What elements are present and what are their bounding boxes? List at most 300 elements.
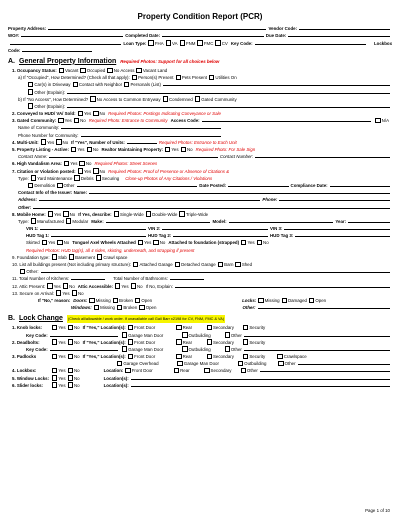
deadbolt-front-checkbox[interactable] (128, 339, 133, 344)
q5-yes-label: Yes (77, 147, 85, 152)
knob-secondary-checkbox[interactable] (207, 325, 212, 330)
knob-keycode-label: Key Code: (26, 332, 48, 338)
q1a-other-row (8, 87, 392, 94)
q7-other-checkbox[interactable] (57, 183, 62, 188)
contact-number-field[interactable] (255, 153, 390, 158)
vin-row (8, 224, 392, 231)
q8-yes-checkbox[interactable] (48, 211, 53, 216)
attached-yes-label: Yes (247, 240, 255, 246)
q7-other-field[interactable] (77, 182, 198, 187)
lockbox-yes-checkbox[interactable] (52, 368, 57, 373)
q4-units-field[interactable] (127, 139, 157, 144)
q7-other-label: Other (63, 182, 75, 188)
due-date-label: Due Date: (265, 33, 287, 39)
property-address-field[interactable] (48, 25, 266, 30)
issuer-other-field[interactable] (33, 204, 390, 209)
winlock-location-field[interactable] (131, 375, 390, 380)
padlock-front-label: Front Door (134, 354, 156, 360)
attic-acc-yes-checkbox[interactable] (115, 283, 120, 288)
key-code-field[interactable] (255, 40, 366, 45)
deadbolt-security-checkbox[interactable] (243, 339, 248, 344)
crawl-space-label: Crawl space (103, 254, 128, 260)
community-phone-field[interactable] (81, 132, 221, 137)
q3-note: Required Photo: Entrance to Community (88, 118, 168, 124)
bathrooms-field[interactable] (170, 275, 204, 280)
knob-no-checkbox[interactable] (68, 325, 73, 330)
deadbolt-garage-man-checkbox[interactable] (122, 346, 127, 351)
locks-missing-checkbox[interactable] (258, 298, 263, 303)
q13-label: 13. Secure on Arrival: (12, 290, 54, 296)
lockbox-rear-checkbox[interactable] (174, 368, 179, 373)
padlock-secondary-label: Secondary (212, 354, 234, 360)
loan-cv-checkbox[interactable] (215, 40, 220, 45)
q13-row (8, 289, 392, 296)
vacant-land-label: Vacant Land (142, 67, 168, 73)
securing-label: Securing (101, 175, 120, 181)
locks-damaged-label: Damaged (287, 297, 307, 303)
crawl-space-checkbox[interactable] (97, 254, 102, 259)
deadbolts-label: 2. Deadbolts: (12, 339, 40, 345)
deadbolt-front-label: Front Door (134, 339, 156, 345)
no-access-entry-label: No Access to Common Entryway (96, 96, 161, 102)
condemned-label: Condemned (168, 96, 193, 102)
q1a-row (8, 73, 392, 80)
personals-label: Personals (List) (130, 82, 161, 88)
single-wide-checkbox[interactable] (114, 211, 119, 216)
padlock-garage-overhead-label: Garage Overhead (123, 361, 159, 367)
debris-checkbox[interactable] (74, 175, 79, 180)
windows-open-checkbox[interactable] (139, 305, 144, 310)
skirted-yes-checkbox[interactable] (42, 240, 47, 245)
knob-front-label: Front Door (134, 325, 156, 331)
securing-checkbox[interactable] (96, 175, 101, 180)
q1b-other-field[interactable] (67, 103, 390, 108)
basement-checkbox[interactable] (69, 254, 74, 259)
realtor-no-label: No (186, 147, 193, 152)
personals-field[interactable] (163, 81, 390, 86)
tongue-yes-checkbox[interactable] (138, 240, 143, 245)
padlock-crawlspace-label: Crawlspace (283, 354, 307, 360)
triple-wide-checkbox[interactable] (179, 211, 184, 216)
knob-rear-checkbox[interactable] (176, 325, 181, 330)
q3-yes-checkbox[interactable] (58, 118, 63, 123)
secure-yes-label: Yes (62, 290, 70, 296)
q6-no-label: No (85, 161, 92, 167)
section-b-note: (Check all/allowable / work order. If unavailable call Gail Barr x2198 for CV, FNM, FMC & VA) (67, 317, 225, 322)
make-field[interactable] (106, 218, 211, 223)
loan-fnm-checkbox[interactable] (180, 40, 185, 45)
q6-yes-label: Yes (70, 161, 78, 167)
padlock-rear-checkbox[interactable] (176, 354, 181, 359)
q7-demolition-row (8, 181, 392, 188)
lockbox-rear-label: Rear (180, 368, 190, 374)
header-row-4 (8, 46, 392, 53)
hud2-field[interactable] (173, 232, 268, 237)
deadbolt-keycode-field[interactable] (50, 346, 118, 351)
loan-blank-field[interactable] (10, 40, 121, 45)
deadbolt-security-label: Security (249, 339, 266, 345)
q7-row (8, 166, 392, 173)
hud1-field[interactable] (51, 232, 146, 237)
q11-row (8, 274, 392, 281)
winlock-yes-checkbox[interactable] (52, 375, 57, 380)
manufactured-checkbox[interactable] (31, 218, 36, 223)
q4-yes-checkbox[interactable] (41, 139, 46, 144)
shed-label: Shed (241, 262, 253, 267)
knob-outbuilding-label: Outbuilding (188, 332, 211, 338)
realtor-yes-label: Yes (171, 147, 179, 152)
attic-acc-no-checkbox[interactable] (131, 283, 136, 288)
slider-no-checkbox[interactable] (68, 382, 73, 387)
q3-no-checkbox[interactable] (74, 118, 79, 123)
access-code-label: Access Code: (170, 118, 200, 124)
loan-fnm-label: FNM (185, 40, 196, 46)
padlock-no-checkbox[interactable] (68, 354, 73, 359)
issuer-phone-field[interactable] (279, 196, 390, 201)
community-name-field[interactable] (61, 124, 221, 129)
window-locks-label: 5. Window Locks: (12, 375, 50, 381)
q4-row (8, 138, 392, 145)
b1-row (8, 323, 392, 330)
q1b-row (8, 95, 392, 102)
q12-label: 12. Attic Present: (12, 283, 46, 289)
q8-no-checkbox[interactable] (63, 211, 68, 216)
deadbolt-other-field[interactable] (244, 346, 390, 351)
padlock-outbuilding-checkbox[interactable] (238, 361, 243, 366)
q4-no-checkbox[interactable] (56, 139, 61, 144)
gated-community-checkbox[interactable] (195, 96, 200, 101)
lockbox-other-label: Other (246, 368, 258, 374)
skirted-yes-label: Yes (48, 240, 56, 246)
modular-checkbox[interactable] (66, 218, 71, 223)
loan-fmc-checkbox[interactable] (197, 40, 202, 45)
q8-describe-label: If Yes, describe: (78, 211, 112, 217)
tongue-no-label: No (159, 240, 166, 246)
manufactured-label: Manufactured (37, 218, 64, 224)
hud3-label: HUD Tag 3: (270, 233, 294, 239)
q3-row (8, 116, 392, 123)
lockbox-no-checkbox[interactable] (68, 368, 73, 373)
q2-label: 2. Conveyed to HUD/ VA/ Sold: (12, 111, 76, 117)
attached-yes-checkbox[interactable] (241, 240, 246, 245)
knob-garage-man-checkbox[interactable] (122, 332, 127, 337)
secure-no-checkbox[interactable] (72, 290, 77, 295)
padlock-crawlspace-checkbox[interactable] (277, 354, 282, 359)
hud-tag-row (8, 231, 392, 238)
demolition-label: Demolition (34, 182, 56, 188)
cars-driveway-label: Car(s) in Driveway (34, 82, 71, 88)
realtor-no-checkbox[interactable] (181, 147, 186, 152)
lockbox-yes-label: Yes (58, 368, 66, 374)
slider-yes-checkbox[interactable] (52, 382, 57, 387)
padlocks-label: 3. Padlocks (12, 354, 37, 360)
issuer-name-field[interactable] (89, 189, 390, 194)
vin1-label: VIN 1: (26, 226, 39, 232)
q4-units-label: If "Yes", Number of Units: (71, 139, 125, 145)
attic-yes-label: Yes (53, 283, 61, 289)
windows-label: Windows: (71, 305, 92, 311)
contact-neighbor-checkbox[interactable] (73, 82, 78, 87)
modular-label: Modular (72, 218, 89, 224)
code-label: Code: (8, 47, 21, 53)
padlock-location-label: If "Yes," Location(s): (82, 354, 126, 360)
doors-missing-label: Missing (95, 297, 111, 303)
contact-name-label: Contact Name: (18, 154, 48, 160)
q6-no-checkbox[interactable] (79, 161, 84, 166)
loan-fmc-label: FMC (203, 40, 214, 46)
deadbolt-secondary-checkbox[interactable] (207, 339, 212, 344)
winlock-no-checkbox[interactable] (68, 375, 73, 380)
loan-va-checkbox[interactable] (166, 40, 171, 45)
padlock-yes-label: Yes (58, 354, 66, 360)
knob-secondary-label: Secondary (212, 325, 234, 331)
issuer-name-label: Contact Info of the Issuer: Name: (18, 190, 88, 196)
deadbolt-outbuilding-checkbox[interactable] (182, 346, 187, 351)
gated-community-label: Gated Community (201, 96, 237, 102)
q9-label: 9. Foundation type: (12, 254, 50, 260)
issuer-other-label: Other: (18, 204, 32, 210)
q6-yes-checkbox[interactable] (64, 161, 69, 166)
knob-keycode-field[interactable] (50, 332, 118, 337)
doors-broken-checkbox[interactable] (113, 298, 118, 303)
knob-other-field[interactable] (244, 332, 390, 337)
knob-other-label: Other (230, 332, 242, 338)
year-label: Year: (335, 218, 347, 224)
knob-outbuilding-checkbox[interactable] (182, 332, 187, 337)
q7-no-checkbox[interactable] (93, 168, 98, 173)
cars-driveway-checkbox[interactable] (28, 82, 33, 87)
model-field[interactable] (229, 218, 334, 223)
attic-no-checkbox[interactable] (63, 283, 68, 288)
no-access-entry-checkbox[interactable] (90, 96, 95, 101)
contact-row (8, 152, 392, 159)
deadbolt-rear-checkbox[interactable] (176, 339, 181, 344)
q3-na-checkbox[interactable] (375, 118, 380, 123)
q5-yes-checkbox[interactable] (71, 147, 76, 152)
compliance-date-field[interactable] (330, 182, 390, 187)
code-field[interactable] (22, 47, 92, 52)
lockbox-other-checkbox[interactable] (241, 368, 246, 373)
padlock-garage-man-label: Garage Man Door (183, 361, 219, 367)
hud3-field[interactable] (295, 232, 390, 237)
q10-other-label: Other: (26, 269, 39, 275)
winlock-location-label: Location(s): (103, 375, 129, 381)
vin3-field[interactable] (284, 225, 390, 230)
knob-no-label: No (73, 325, 80, 331)
deadbolt-yes-label: Yes (58, 339, 66, 345)
q3-yes-label: Yes (64, 118, 72, 124)
issuer-address-field[interactable] (39, 196, 260, 201)
padlock-secondary-checkbox[interactable] (207, 354, 212, 359)
secure-no-label: No (77, 290, 84, 296)
detached-garage-checkbox[interactable] (175, 262, 180, 267)
padlock-garage-man-checkbox[interactable] (177, 361, 182, 366)
attached-label: Attached to foundation (strapped) (168, 240, 240, 246)
persons-present-label: Person(s) Present (138, 75, 174, 81)
q13-doors-row (8, 296, 392, 303)
barn-checkbox[interactable] (218, 262, 223, 267)
no-access-checkbox[interactable] (107, 68, 112, 73)
attic-explain-field[interactable] (175, 283, 390, 288)
yard-maint-checkbox[interactable] (31, 175, 36, 180)
kitchens-field[interactable] (71, 275, 105, 280)
locks-missing-label: Missing (264, 297, 280, 303)
attached-no-checkbox[interactable] (257, 240, 262, 245)
condemned-checkbox[interactable] (163, 96, 168, 101)
pets-present-checkbox[interactable] (176, 75, 181, 80)
q13-other-field[interactable] (258, 304, 390, 309)
q8-label: 8. Mobile Home: (12, 211, 46, 217)
loan-fha-checkbox[interactable] (148, 40, 153, 45)
occupied-checkbox[interactable] (80, 68, 85, 73)
knob-other-checkbox[interactable] (225, 332, 230, 337)
doors-missing-checkbox[interactable] (89, 298, 94, 303)
q5-no-checkbox[interactable] (87, 147, 92, 152)
q12-row (8, 281, 392, 288)
q10-other-checkbox[interactable] (20, 269, 25, 274)
attic-no-label: No (69, 283, 75, 289)
realtor-label: Realtor Maintaining Property: (101, 147, 163, 152)
skirted-no-checkbox[interactable] (57, 240, 62, 245)
q10-other-field[interactable] (41, 268, 390, 273)
q7-no-label: No (99, 168, 106, 174)
q1b-label: b) If "No Access", How Determined? (18, 96, 89, 102)
detached-garage-label: Detached Garage (181, 262, 216, 267)
q4-yes-label: Yes (46, 139, 55, 145)
q13-reason-label: If "No," reason: (38, 297, 71, 303)
attic-acc-no-label: No (136, 283, 143, 289)
windows-missing-checkbox[interactable] (94, 305, 99, 310)
vendor-code-field[interactable] (299, 25, 390, 30)
q2-yes-checkbox[interactable] (78, 111, 83, 116)
padlock-outbuilding-label: Outbuilding (244, 361, 267, 367)
tongue-no-checkbox[interactable] (153, 240, 158, 245)
q7-note-2: Close-up Photos of Any Citations / Violations (125, 175, 213, 181)
deadbolt-no-checkbox[interactable] (68, 339, 73, 344)
padlock-security-checkbox[interactable] (243, 354, 248, 359)
lockbox-other-field[interactable] (260, 367, 390, 372)
vin2-field[interactable] (162, 225, 268, 230)
attic-yes-checkbox[interactable] (47, 283, 52, 288)
knob-security-checkbox[interactable] (243, 325, 248, 330)
realtor-yes-checkbox[interactable] (165, 147, 170, 152)
doors-label: Doors: (73, 297, 88, 303)
deadbolt-other-label: Other (230, 346, 242, 352)
q7-yes-label: Yes (83, 168, 92, 174)
padlock-garage-overhead-checkbox[interactable] (117, 361, 122, 366)
winlock-yes-label: Yes (58, 375, 66, 381)
winlock-no-label: No (73, 375, 80, 381)
q6-label: 6. High Vandalism Area: (12, 161, 62, 167)
date-posted-field[interactable] (228, 182, 288, 187)
lockbox-label-b: 4. Lockbox: (12, 368, 37, 374)
page-number: Page 1 of 10 (365, 508, 390, 513)
slider-yes-label: Yes (58, 382, 66, 388)
demolition-checkbox[interactable] (28, 183, 33, 188)
q5-no-label: No (92, 147, 99, 152)
lockbox-front-label: Front Door (131, 368, 153, 374)
double-wide-checkbox[interactable] (146, 211, 151, 216)
due-date-field[interactable] (288, 32, 390, 37)
deadbolt-yes-checkbox[interactable] (52, 339, 57, 344)
property-address-label: Property Address: (8, 26, 47, 32)
windows-missing-label: Missing (100, 305, 115, 311)
q1a-other-checkbox[interactable] (28, 89, 33, 94)
q1b-other-label: Other (Explain): (34, 103, 66, 109)
q10-row (8, 260, 392, 267)
access-code-field[interactable] (202, 117, 372, 122)
lockbox-secondary-checkbox[interactable] (204, 368, 209, 373)
slab-checkbox[interactable] (52, 254, 57, 259)
utilities-on-checkbox[interactable] (209, 75, 214, 80)
slider-no-label: No (73, 382, 80, 388)
attached-garage-checkbox[interactable] (133, 262, 138, 267)
make-label: Make: (91, 218, 104, 224)
padlock-rear-label: Rear (182, 354, 193, 360)
locks-damaged-checkbox[interactable] (282, 298, 287, 303)
contact-name-field[interactable] (49, 153, 218, 158)
barn-label: Barn (224, 262, 234, 267)
wo-field[interactable] (21, 32, 123, 37)
b6-row (8, 381, 392, 388)
skirted-row (8, 238, 392, 245)
knob-yes-checkbox[interactable] (52, 325, 57, 330)
q7-yes-checkbox[interactable] (78, 168, 83, 173)
padlock-yes-checkbox[interactable] (52, 354, 57, 359)
vin1-field[interactable] (40, 225, 146, 230)
secure-yes-checkbox[interactable] (56, 290, 61, 295)
vacant-land-checkbox[interactable] (136, 68, 141, 73)
loan-fha-label: FHA (154, 40, 164, 46)
persons-present-checkbox[interactable] (132, 75, 137, 80)
q1a-label: a) If "Occupied", How Determined? (Check all that apply): (18, 75, 130, 81)
doors-open-checkbox[interactable] (135, 298, 140, 303)
completed-date-field[interactable] (162, 32, 264, 37)
slider-locks-label: 6. Slider locks: (12, 382, 43, 388)
vendor-code-label: Vendor Code: (268, 26, 298, 32)
knob-front-checkbox[interactable] (128, 325, 133, 330)
q1b-other-checkbox[interactable] (28, 103, 33, 108)
section-b-header (8, 312, 392, 323)
year-field[interactable] (348, 218, 390, 223)
q2-no-checkbox[interactable] (93, 111, 98, 116)
lockbox-secondary-label: Secondary (210, 368, 232, 374)
hud2-label: HUD Tag 2: (148, 233, 172, 239)
deadbolt-other-checkbox[interactable] (225, 346, 230, 351)
q1-label: 1. Occupancy Status: (12, 67, 57, 73)
date-posted-label: Date Posted: (199, 182, 227, 188)
vacant-checkbox[interactable] (59, 68, 64, 73)
padlock-other-checkbox[interactable] (278, 361, 283, 366)
slider-location-field[interactable] (131, 382, 390, 387)
q3-label: 3. Gated Community: (12, 118, 57, 124)
q1a-other-field[interactable] (67, 89, 390, 94)
q7-note: Required Photos: Proof of Presence or Absence of Citations & (108, 168, 230, 174)
windows-broken-checkbox[interactable] (117, 305, 122, 310)
personals-checkbox[interactable] (124, 82, 129, 87)
shed-checkbox[interactable] (235, 262, 240, 267)
lockbox-label: Lockbox (373, 40, 392, 46)
padlock-front-checkbox[interactable] (128, 354, 133, 359)
q10-label: 10. List all buildings present (Not including primary structure): (12, 262, 132, 267)
section-b-title: Lock Change (19, 315, 63, 323)
lockbox-front-checkbox[interactable] (125, 368, 130, 373)
locks-open-checkbox[interactable] (309, 298, 314, 303)
compliance-date-label: Compliance Date: (290, 182, 328, 188)
knob-security-label: Security (249, 325, 266, 331)
padlock-other-field[interactable] (298, 360, 390, 365)
community-phone-row (8, 130, 392, 137)
